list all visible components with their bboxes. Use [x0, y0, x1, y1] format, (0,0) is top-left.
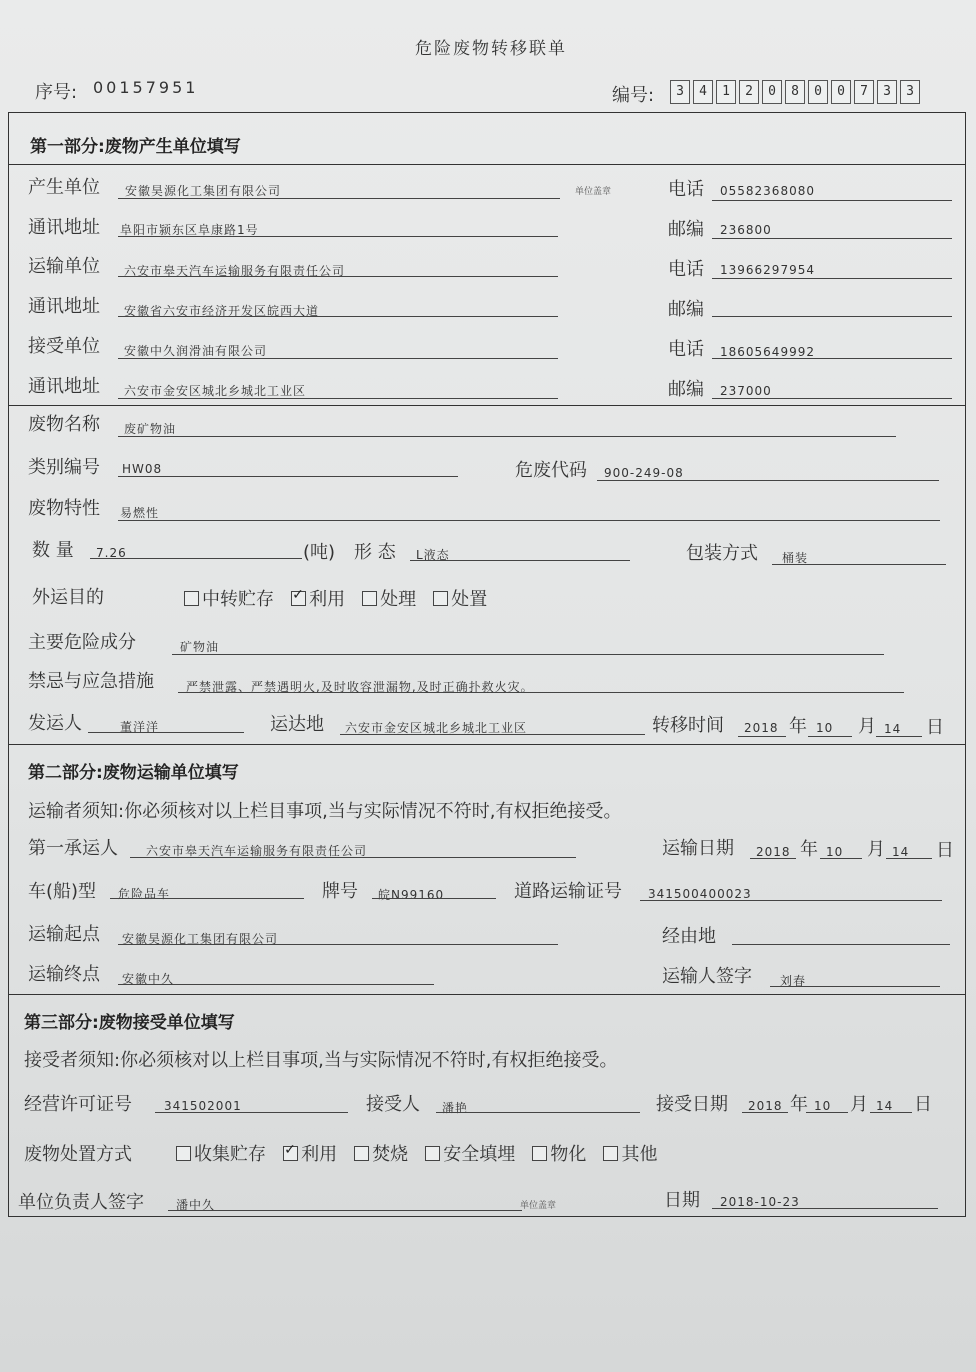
underline — [806, 1112, 848, 1113]
underline — [118, 398, 558, 399]
sender-label: 发运人 — [28, 713, 82, 734]
underline — [712, 238, 952, 239]
qty-value: 7.26 — [96, 546, 127, 560]
underline — [597, 480, 939, 481]
day-label: 日 — [926, 717, 944, 738]
transfer-day: 14 — [884, 722, 902, 736]
permit-label: 道路运输证号 — [514, 881, 622, 902]
plate: 皖N99160 — [378, 888, 445, 902]
underline — [118, 476, 458, 477]
method-options — [176, 1140, 669, 1166]
checkbox-checked[interactable] — [283, 1146, 298, 1161]
code-digit: 2 — [739, 80, 759, 104]
method-option-chemical[interactable]: 物化 — [532, 1144, 586, 1165]
underline — [372, 898, 496, 899]
code-digit: 3 — [877, 80, 897, 104]
pack-value: 桶装 — [782, 551, 809, 565]
transfer-time-label: 转移时间 — [652, 715, 724, 736]
transport-year: 2018 — [756, 845, 791, 859]
producer-phone: 05582368080 — [720, 184, 815, 198]
part2-heading: 第二部分:废物运输单位填写 — [28, 763, 239, 783]
main-hazard-label: 主要危险成分 — [28, 632, 136, 653]
sender: 董洋洋 — [120, 720, 160, 734]
underline — [712, 358, 952, 359]
form-value: L液态 — [416, 548, 450, 562]
producer-value: 安徽昊源化工集团有限公司 — [125, 184, 282, 198]
checkbox[interactable] — [425, 1146, 440, 1161]
serial-number: 00157951 — [93, 78, 199, 97]
divider — [8, 405, 966, 406]
code-digit: 3 — [670, 80, 690, 104]
receiver-post: 237000 — [720, 384, 772, 398]
transport-day: 14 — [892, 845, 910, 859]
part3-heading: 第三部分:废物接受单位填写 — [24, 1013, 235, 1033]
day-label: 日 — [914, 1094, 932, 1115]
end-label: 运输终点 — [28, 964, 100, 985]
purpose-option-reuse[interactable]: ✓ 利用 — [291, 589, 345, 610]
seal-note: 单位盖章 — [520, 1201, 557, 1211]
post-label: 邮编 — [668, 299, 704, 320]
underline — [118, 236, 558, 237]
code-digit: 8 — [785, 80, 805, 104]
property-label: 废物特性 — [28, 498, 100, 519]
emergency-label: 禁忌与应急措施 — [28, 671, 154, 692]
vehicle: 危险品车 — [118, 887, 171, 901]
dest: 六安市金安区城北乡城北工业区 — [345, 721, 528, 735]
underline — [712, 398, 952, 399]
method-option-collect[interactable]: 收集贮存 — [176, 1144, 266, 1165]
underline — [738, 736, 786, 737]
checkbox[interactable] — [532, 1146, 547, 1161]
checkbox[interactable] — [603, 1146, 618, 1161]
transport-address: 安徽省六安市经济开发区皖西大道 — [124, 304, 320, 318]
main-hazard: 矿物油 — [180, 640, 220, 654]
underline — [712, 1208, 938, 1209]
divider — [8, 164, 966, 165]
checkbox[interactable] — [184, 591, 199, 606]
phone-label: 电话 — [668, 179, 704, 200]
receive-date-label: 接受日期 — [656, 1094, 728, 1115]
receiver-value: 安徽中久润滑油有限公司 — [124, 344, 268, 358]
vehicle-label: 车(船)型 — [28, 881, 97, 902]
transfer-year: 2018 — [744, 721, 779, 735]
qty-label: 数 量 — [32, 540, 74, 561]
part3-notice: 接受者须知:你必须核对以上栏目事项,当与实际情况不符时,有权拒绝接受。 — [24, 1050, 618, 1071]
month-label: 月 — [858, 716, 876, 737]
leader-label: 单位负责人签字 — [18, 1192, 144, 1213]
code-label: 编号: — [612, 85, 655, 106]
receive-day: 14 — [876, 1099, 894, 1113]
transport-value: 六安市皋天汽车运输服务有限责任公司 — [124, 264, 346, 278]
waste-name-label: 废物名称 — [28, 414, 100, 435]
hazard-code: 900-249-08 — [604, 466, 684, 480]
underline — [876, 736, 922, 737]
license: 341502001 — [164, 1099, 242, 1113]
transport-signature: 刘春 — [780, 974, 807, 988]
carrier: 六安市皋天汽车运输服务有限责任公司 — [146, 844, 368, 858]
underline — [172, 654, 884, 655]
method-option-incinerate[interactable]: 焚烧 — [354, 1144, 408, 1165]
purpose-option-disposal[interactable]: 处置 — [433, 589, 487, 610]
receiver-address-label: 通讯地址 — [28, 376, 100, 397]
sign-label: 运输人签字 — [662, 966, 752, 987]
final-date: 2018-10-23 — [720, 1195, 800, 1209]
underline — [820, 858, 862, 859]
dest-label: 运达地 — [270, 714, 324, 735]
underline — [732, 944, 950, 945]
checkbox-checked[interactable] — [291, 591, 306, 606]
underline — [808, 736, 852, 737]
underline — [712, 200, 952, 201]
transport-month: 10 — [826, 845, 844, 859]
receiver-address: 六安市金安区城北乡城北工业区 — [124, 384, 307, 398]
seal-note: 单位盖章 — [575, 187, 612, 197]
method-option-reuse[interactable]: ✓ 利用 — [283, 1144, 337, 1165]
purpose-options — [184, 585, 499, 611]
underline — [436, 1112, 640, 1113]
property-value: 易燃性 — [120, 506, 160, 520]
leader-signature: 潘中久 — [176, 1198, 216, 1212]
month-label: 月 — [850, 1094, 868, 1115]
start: 安徽昊源化工集团有限公司 — [122, 932, 279, 946]
receive-year: 2018 — [748, 1099, 783, 1113]
underline — [118, 198, 560, 199]
hazard-code-label: 危废代码 — [515, 460, 587, 481]
checkbox[interactable] — [354, 1146, 369, 1161]
underline — [712, 316, 952, 317]
underline — [118, 520, 940, 521]
code-digit: 4 — [693, 80, 713, 104]
final-date-label: 日期 — [664, 1190, 700, 1211]
method-label: 废物处置方式 — [24, 1144, 132, 1165]
year-label: 年 — [800, 839, 818, 860]
purpose-option-storage[interactable]: 中转贮存 — [184, 589, 274, 610]
method-option-landfill[interactable]: 安全填埋 — [425, 1144, 515, 1165]
producer-label: 产生单位 — [28, 177, 100, 198]
receiver-phone: 18605649992 — [720, 345, 815, 359]
underline — [110, 898, 304, 899]
part2-notice: 运输者须知:你必须核对以上栏目事项,当与实际情况不符时,有权拒绝接受。 — [28, 801, 622, 822]
method-option-other[interactable]: 其他 — [603, 1144, 657, 1165]
underline — [742, 1112, 788, 1113]
category-label: 类别编号 — [28, 457, 100, 478]
purpose-option-treatment[interactable]: 处理 — [362, 589, 416, 610]
code-boxes — [670, 80, 923, 104]
producer-address: 阜阳市颍东区阜康路1号 — [120, 223, 259, 237]
transfer-month: 10 — [816, 721, 834, 735]
underline — [90, 558, 302, 559]
transport-phone: 13966297954 — [720, 263, 815, 277]
post-label: 邮编 — [668, 379, 704, 400]
producer-post: 236800 — [720, 223, 772, 237]
day-label: 日 — [936, 840, 954, 861]
transport-label: 运输单位 — [28, 256, 100, 277]
serial-label: 序号: — [35, 82, 78, 103]
plate-label: 牌号 — [322, 881, 358, 902]
underline — [118, 436, 896, 437]
license-label: 经营许可证号 — [24, 1094, 132, 1115]
underline — [410, 560, 630, 561]
month-label: 月 — [867, 839, 885, 860]
underline — [118, 358, 558, 359]
code-digit: 7 — [854, 80, 874, 104]
underline — [178, 692, 904, 693]
emergency: 严禁泄露、严禁遇明火,及时收容泄漏物,及时正确扑救火灾。 — [186, 680, 534, 694]
pack-label: 包装方式 — [686, 543, 758, 564]
permit: 341500400023 — [648, 887, 752, 901]
post-label: 邮编 — [668, 219, 704, 240]
unit-label: (吨) — [303, 542, 336, 563]
carrier-label: 第一承运人 — [28, 838, 118, 859]
code-digit: 0 — [762, 80, 782, 104]
part1-heading: 第一部分:废物产生单位填写 — [30, 137, 241, 157]
receiver-person-label: 接受人 — [366, 1094, 420, 1115]
form-title: 危险废物转移联单 — [415, 39, 567, 59]
underline — [155, 1112, 348, 1113]
producer-address-label: 通讯地址 — [28, 217, 100, 238]
year-label: 年 — [789, 716, 807, 737]
underline — [712, 278, 952, 279]
underline — [772, 564, 946, 565]
receive-month: 10 — [814, 1099, 832, 1113]
underline — [870, 1112, 912, 1113]
code-digit: 0 — [808, 80, 828, 104]
end: 安徽中久 — [122, 972, 175, 986]
code-digit: 0 — [831, 80, 851, 104]
underline — [88, 732, 244, 733]
underline — [130, 857, 576, 858]
underline — [886, 858, 932, 859]
underline — [640, 900, 942, 901]
checkbox[interactable] — [362, 591, 377, 606]
phone-label: 电话 — [668, 259, 704, 280]
waste-name: 废矿物油 — [124, 422, 177, 436]
category-value: HW08 — [122, 462, 163, 476]
phone-label: 电话 — [668, 339, 704, 360]
transport-date-label: 运输日期 — [662, 838, 734, 859]
code-digit: 1 — [716, 80, 736, 104]
underline — [118, 316, 558, 317]
underline — [118, 984, 434, 985]
divider — [8, 994, 966, 995]
year-label: 年 — [790, 1094, 808, 1115]
code-digit: 3 — [900, 80, 920, 104]
receiver-label: 接受单位 — [28, 336, 100, 357]
underline — [770, 986, 940, 987]
form-label: 形 态 — [354, 542, 396, 563]
underline — [118, 276, 558, 277]
divider — [8, 744, 966, 745]
receiver-person: 潘艳 — [442, 1101, 469, 1115]
checkbox[interactable] — [433, 591, 448, 606]
underline — [168, 1210, 522, 1211]
start-label: 运输起点 — [28, 924, 100, 945]
via-label: 经由地 — [662, 926, 716, 947]
underline — [750, 858, 796, 859]
checkbox[interactable] — [176, 1146, 191, 1161]
transport-address-label: 通讯地址 — [28, 296, 100, 317]
underline — [118, 944, 558, 945]
underline — [340, 734, 645, 735]
purpose-label: 外运目的 — [32, 587, 104, 608]
